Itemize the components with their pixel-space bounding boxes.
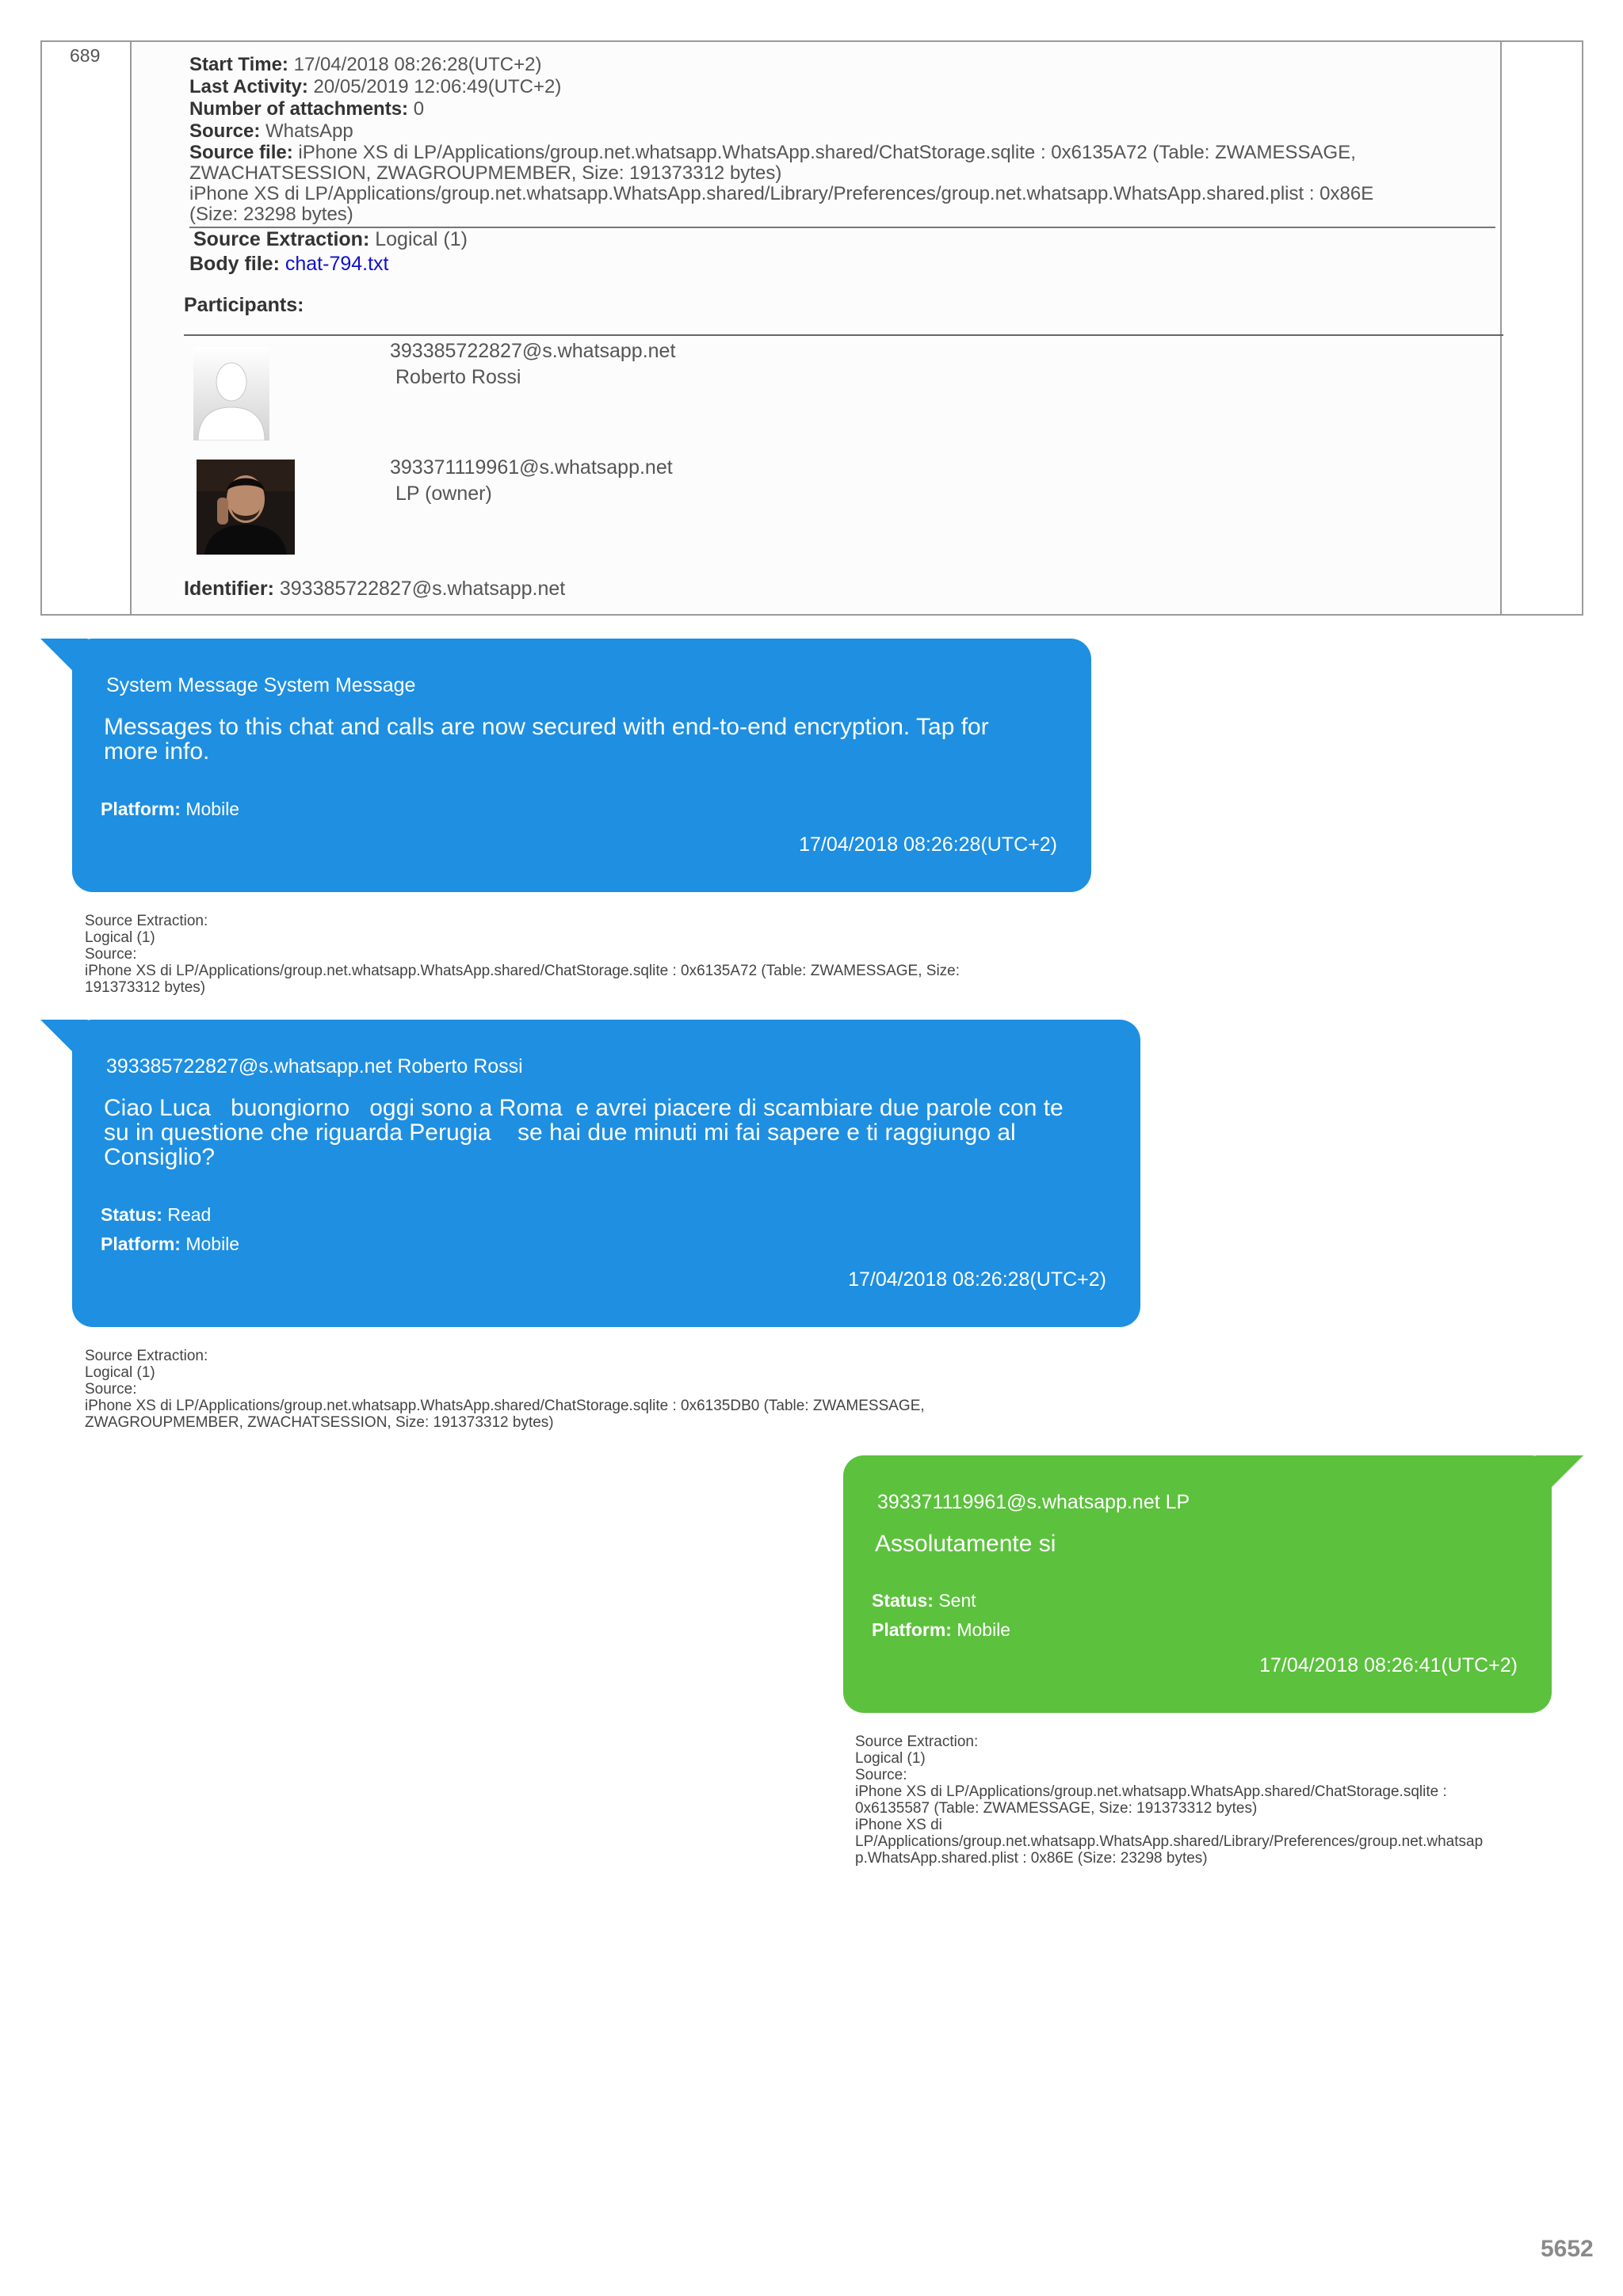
message-source-note (855, 1733, 1483, 1867)
message-status (872, 1590, 976, 1611)
record-details-cell (132, 42, 1502, 614)
source-extraction-value: Logical (1) (375, 228, 468, 250)
source-file-line1: iPhone XS di LP/Applications/group.net.whatsapp.WhatsApp.shared/ChatStorage.sqlite : 0x6135A72 (Table: ZWAMESSAGE, (298, 142, 1356, 163)
platform-value: Mobile (185, 1234, 240, 1254)
participant-2-name: LP (owner) (395, 482, 492, 505)
message-sender: 393385722827@s.whatsapp.net Roberto Rossi (106, 1055, 523, 1077)
note-line: 0x6135587 (Table: ZWAMESSAGE, Size: 191373312 bytes) (855, 1800, 1258, 1817)
message-text-line: Messages to this chat and calls are now secured with end-to-end encryption. Tap for (104, 714, 989, 740)
note-line: 191373312 bytes) (85, 979, 206, 996)
message-timestamp: 17/04/2018 08:26:28(UTC+2) (848, 1268, 1106, 1291)
message-text-line: Ciao Luca buongiorno oggi sono a Roma e avrei piacere di scambiare due parole con te (104, 1095, 1064, 1121)
note-line: Source Extraction: (855, 1733, 979, 1750)
message-text-line: Assolutamente si (875, 1531, 1056, 1557)
message-text-line: Consiglio? (104, 1144, 216, 1170)
message-sender: System Message System Message (106, 674, 416, 696)
identifier (184, 578, 565, 601)
note-line: Source: (85, 946, 137, 963)
note-line: iPhone XS di LP/Applications/group.net.whatsapp.WhatsApp.shared/ChatStorage.sqlite : 0x6135DB0 (Table: ZWAMESSAGE, (85, 1398, 925, 1414)
platform-value: Mobile (185, 799, 240, 819)
page-number: 5652 (1541, 2236, 1594, 2262)
note-line: iPhone XS di LP/Applications/group.net.whatsapp.WhatsApp.shared/ChatStorage.sqlite : 0x6135A72 (Table: ZWAMESSAGE, Size: (85, 963, 960, 979)
message-platform (101, 1234, 239, 1255)
message-status (101, 1204, 211, 1226)
message-text-line: more info. (104, 738, 210, 765)
status-value: Sent (938, 1590, 976, 1611)
note-line: Source: (855, 1767, 907, 1783)
source-file-line2: ZWACHATSESSION, ZWAGROUPMEMBER, Size: 191373312 bytes) (189, 162, 782, 184)
identifier-label: Identifier: (184, 578, 274, 600)
message-text-line: su in questione che riguarda Perugia se hai due minuti mi fai sapere e ti raggiungo al (104, 1119, 1016, 1146)
participant-2-id: 393371119961@s.whatsapp.net (390, 456, 673, 479)
identifier-value: 393385722827@s.whatsapp.net (279, 578, 566, 600)
note-line: Logical (1) (855, 1750, 926, 1767)
note-line: p.WhatsApp.shared.plist : 0x86E (Size: 23298 bytes) (855, 1850, 1208, 1867)
message-source-note (85, 913, 960, 996)
source-extraction-label: Source Extraction: (193, 228, 370, 250)
participant-1-id: 393385722827@s.whatsapp.net (390, 340, 676, 362)
message-platform (872, 1619, 1010, 1641)
source-file-label: Source file: (189, 142, 293, 163)
participants-heading: Participants: (184, 294, 304, 316)
note-line: Source: (85, 1381, 137, 1398)
note-line: ZWAGROUPMEMBER, ZWACHATSESSION, Size: 191373312 bytes) (85, 1414, 554, 1431)
note-line: iPhone XS di LP/Applications/group.net.whatsapp.WhatsApp.shared/ChatStorage.sqlite : (855, 1783, 1447, 1800)
status-value: Read (167, 1204, 212, 1225)
record-number-cell (42, 42, 132, 614)
note-line: Source Extraction: (85, 913, 208, 929)
record-number: 689 (70, 45, 101, 66)
message-bubble[interactable] (843, 1455, 1552, 1713)
platform-label: Platform: (101, 1234, 181, 1254)
last-activity-label: Last Activity: (189, 76, 308, 97)
divider (184, 334, 1503, 336)
chat-record-table (40, 40, 1583, 616)
note-line: Logical (1) (85, 1364, 155, 1381)
note-line: Source Extraction: (85, 1348, 208, 1364)
platform-label: Platform: (101, 799, 181, 819)
body-file-link[interactable]: chat-794.txt (285, 253, 389, 275)
attachments-label: Number of attachments: (189, 98, 409, 120)
default-avatar-icon (193, 347, 269, 441)
participant-1-name: Roberto Rossi (395, 366, 521, 388)
last-activity-value: 20/05/2019 12:06:49(UTC+2) (313, 76, 562, 97)
message-timestamp: 17/04/2018 08:26:41(UTC+2) (1259, 1654, 1518, 1676)
start-time-label: Start Time: (189, 54, 288, 75)
message-bubble[interactable] (72, 1020, 1140, 1327)
status-label: Status: (872, 1590, 934, 1611)
platform-label: Platform: (872, 1619, 952, 1640)
source-file-line4: (Size: 23298 bytes) (189, 204, 353, 225)
message-source-note (85, 1348, 925, 1431)
platform-value: Mobile (957, 1619, 1011, 1640)
message-platform (101, 799, 239, 820)
note-line: LP/Applications/group.net.whatsapp.WhatsApp.shared/Library/Preferences/group.net.whatsap (855, 1833, 1484, 1850)
body-file-label: Body file: (189, 253, 280, 275)
start-time-value: 17/04/2018 08:26:28(UTC+2) (293, 54, 542, 75)
source-file-line3: iPhone XS di LP/Applications/group.net.whatsapp.WhatsApp.shared/Library/Preferences/group.net.whatsapp.WhatsApp.shared.plist : 0x86E (189, 183, 1374, 204)
message-bubble[interactable] (72, 639, 1091, 892)
message-timestamp: 17/04/2018 08:26:28(UTC+2) (799, 833, 1057, 856)
status-label: Status: (101, 1204, 162, 1225)
source-label: Source: (189, 120, 261, 142)
attachments-value: 0 (413, 98, 425, 120)
body-file (189, 253, 389, 276)
source-extraction (193, 228, 468, 251)
note-line: iPhone XS di (855, 1817, 942, 1833)
note-line: Logical (1) (85, 929, 155, 946)
profile-photo (197, 460, 295, 555)
message-sender: 393371119961@s.whatsapp.net LP (877, 1491, 1190, 1513)
source-value: WhatsApp (265, 120, 353, 142)
record-metadata (189, 54, 1489, 225)
